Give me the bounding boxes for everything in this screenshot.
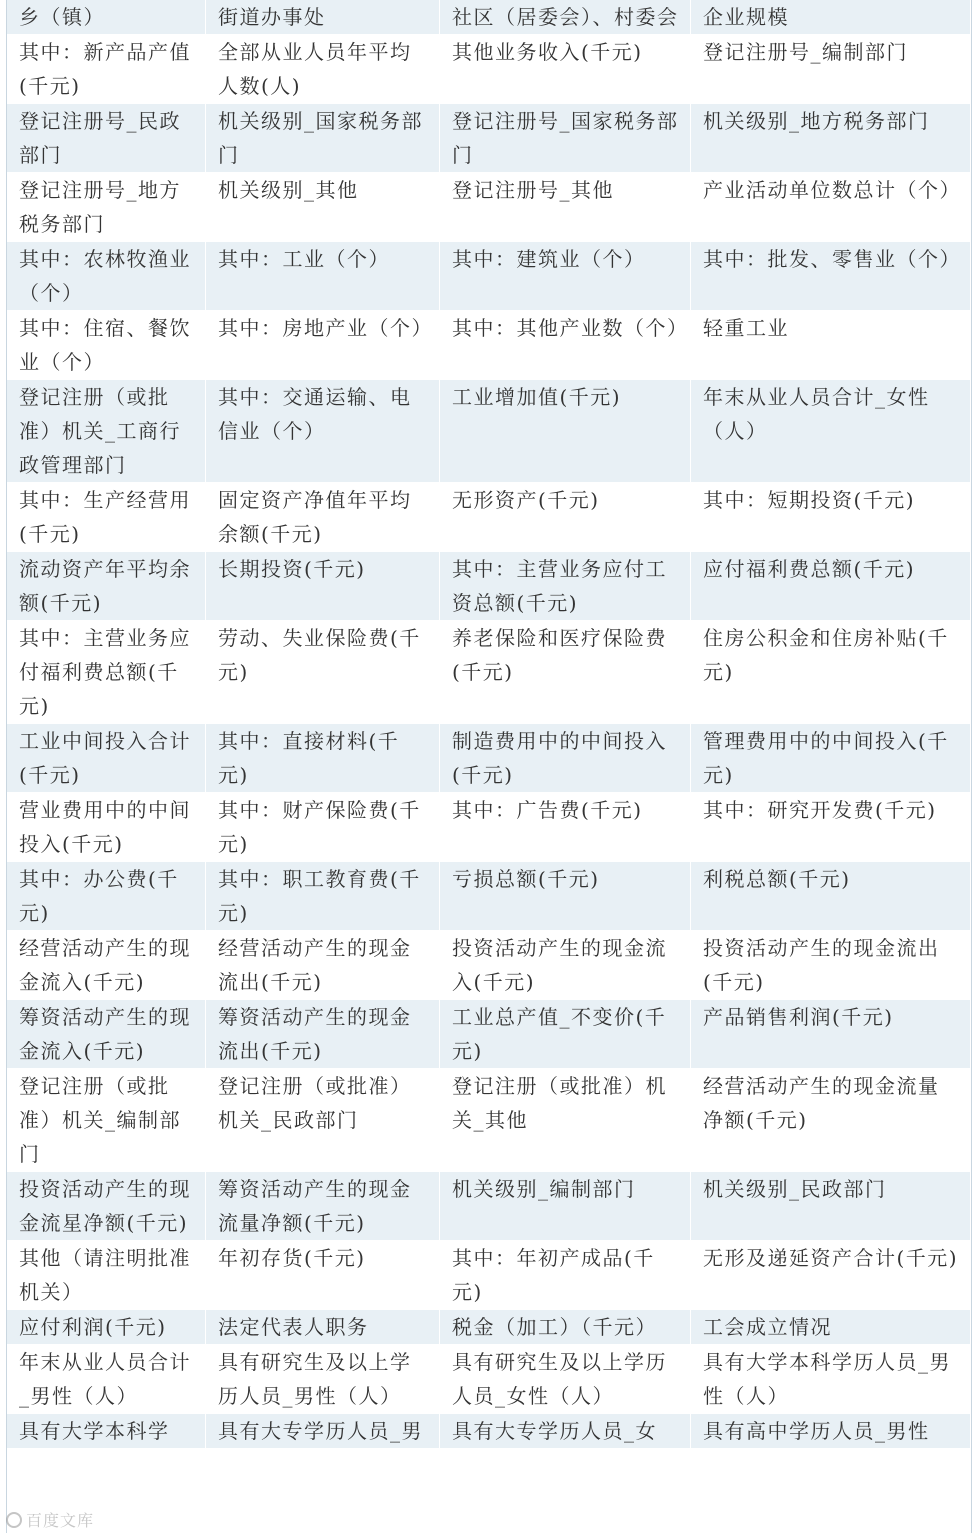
table-cell: 筹资活动产生的现金流入(千元) <box>7 1000 206 1069</box>
table-cell: 应付利润(千元) <box>7 1310 206 1345</box>
table-cell: 工业中间投入合计(千元) <box>7 724 206 793</box>
table-cell: 无形及递延资产合计(千元) <box>691 1241 971 1310</box>
table-cell: 其中：住宿、餐饮业（个） <box>7 311 206 380</box>
table-cell: 其中：工业（个） <box>206 242 440 311</box>
table-row <box>7 862 971 931</box>
table-cell: 长期投资(千元) <box>206 552 440 621</box>
table-cell: 其中：其他产业数（个） <box>440 311 691 380</box>
table-cell: 其中：主营业务应付福利费总额(千元) <box>7 621 206 724</box>
table-row <box>7 1345 971 1414</box>
table-cell: 其中：研究开发费(千元) <box>691 793 971 862</box>
table-cell: 筹资活动产生的现金流量净额(千元) <box>206 1172 440 1241</box>
table-cell: 具有大专学历人员_男 <box>206 1414 440 1449</box>
table-cell: 营业费用中的中间投入(千元) <box>7 793 206 862</box>
table-cell: 投资活动产生的现金流星净额(千元) <box>7 1172 206 1241</box>
table-cell: 具有研究生及以上学历人员_男性（人） <box>206 1345 440 1414</box>
table-cell: 筹资活动产生的现金流出(千元) <box>206 1000 440 1069</box>
table-cell: 工业增加值(千元) <box>440 380 691 483</box>
table-cell: 登记注册（或批准）机关_编制部门 <box>7 1069 206 1172</box>
watermark <box>6 1508 94 1531</box>
table-row <box>7 311 971 380</box>
table-row <box>7 793 971 862</box>
table-cell: 具有研究生及以上学历人员_女性（人） <box>440 1345 691 1414</box>
table-cell: 其中：新产品产值(千元) <box>7 35 206 104</box>
table-row <box>7 35 971 104</box>
watermark-logo-icon <box>6 1512 22 1528</box>
table-cell: 管理费用中的中间投入(千元) <box>691 724 971 793</box>
table-cell: 登记注册号_国家税务部门 <box>440 104 691 173</box>
table-cell: 工业总产值_不变价(千元) <box>440 1000 691 1069</box>
table-cell: 住房公积金和住房补贴(千元) <box>691 621 971 724</box>
table-cell: 其中：主营业务应付工资总额(千元) <box>440 552 691 621</box>
table-row <box>7 483 971 552</box>
table-cell: 固定资产净值年平均余额(千元) <box>206 483 440 552</box>
table-cell: 流动资产年平均余额(千元) <box>7 552 206 621</box>
table-cell: 其中：直接材料(千元) <box>206 724 440 793</box>
table-cell: 其中：职工教育费(千元) <box>206 862 440 931</box>
table-cell: 其中：短期投资(千元) <box>691 483 971 552</box>
table-cell: 登记注册（或批准）机关_工商行政管理部门 <box>7 380 206 483</box>
table-cell: 机关级别_国家税务部门 <box>206 104 440 173</box>
table-cell: 其中：财产保险费(千元) <box>206 793 440 862</box>
table-cell: 机关级别_民政部门 <box>691 1172 971 1241</box>
table-row <box>7 173 971 242</box>
table-cell: 具有大学本科学 <box>7 1414 206 1449</box>
table-cell: 机关级别_地方税务部门 <box>691 104 971 173</box>
table-row <box>7 552 971 621</box>
table-cell: 产品销售利润(千元) <box>691 1000 971 1069</box>
table-cell: 其他业务收入(千元) <box>440 35 691 104</box>
table-cell: 其中：批发、零售业（个） <box>691 242 971 311</box>
table-row <box>7 1172 971 1241</box>
table-cell: 具有大学本科学历人员_男性（人） <box>691 1345 971 1414</box>
table-cell: 其中：交通运输、电信业（个） <box>206 380 440 483</box>
table-cell: 年末从业人员合计_女性（人） <box>691 380 971 483</box>
table-cell: 登记注册号_编制部门 <box>691 35 971 104</box>
table-cell: 企业规模 <box>691 0 971 35</box>
table-cell: 年末从业人员合计_男性（人） <box>7 1345 206 1414</box>
table-cell: 养老保险和医疗保险费(千元) <box>440 621 691 724</box>
table-cell: 登记注册（或批准）机关_其他 <box>440 1069 691 1172</box>
table-row <box>7 380 971 483</box>
table-cell: 登记注册号_其他 <box>440 173 691 242</box>
table-cell: 经营活动产生的现金流入(千元) <box>7 931 206 1000</box>
table-cell: 其中：办公费(千元) <box>7 862 206 931</box>
table-cell: 具有大专学历人员_女 <box>440 1414 691 1449</box>
table-cell: 登记注册号_民政部门 <box>7 104 206 173</box>
table-cell: 制造费用中的中间投入(千元) <box>440 724 691 793</box>
table-cell: 其中：房地产业（个） <box>206 311 440 380</box>
table-cell: 登记注册号_地方税务部门 <box>7 173 206 242</box>
table-cell: 亏损总额(千元) <box>440 862 691 931</box>
table-cell: 其中：广告费(千元) <box>440 793 691 862</box>
table-cell: 产业活动单位数总计（个） <box>691 173 971 242</box>
table-cell: 法定代表人职务 <box>206 1310 440 1345</box>
table-cell: 工会成立情况 <box>691 1310 971 1345</box>
table-cell: 社区（居委会）、村委会 <box>440 0 691 35</box>
table-cell: 投资活动产生的现金流出(千元) <box>691 931 971 1000</box>
table-cell: 经营活动产生的现金流量净额(千元) <box>691 1069 971 1172</box>
table-cell: 登记注册（或批准）机关_民政部门 <box>206 1069 440 1172</box>
table-cell: 具有高中学历人员_男性 <box>691 1414 971 1449</box>
table-cell: 经营活动产生的现金流出(千元) <box>206 931 440 1000</box>
watermark-text: 百度文库 <box>26 1511 95 1530</box>
table-row <box>7 931 971 1000</box>
table-cell: 应付福利费总额(千元) <box>691 552 971 621</box>
table-cell: 年初存货(千元) <box>206 1241 440 1310</box>
table-cell: 无形资产(千元) <box>440 483 691 552</box>
table-row <box>7 104 971 173</box>
table-cell: 其中：生产经营用(千元) <box>7 483 206 552</box>
table-row <box>7 1241 971 1310</box>
table-cell: 机关级别_其他 <box>206 173 440 242</box>
table-cell: 街道办事处 <box>206 0 440 35</box>
table-cell: 其中：建筑业（个） <box>440 242 691 311</box>
table-cell: 税金（加工）（千元） <box>440 1310 691 1345</box>
table-cell: 其他（请注明批准机关） <box>7 1241 206 1310</box>
table-cell: 投资活动产生的现金流入(千元) <box>440 931 691 1000</box>
table-row <box>7 1000 971 1069</box>
table-row <box>7 0 971 35</box>
table-cell: 轻重工业 <box>691 311 971 380</box>
table-cell: 利税总额(千元) <box>691 862 971 931</box>
table-cell: 其中：农林牧渔业（个） <box>7 242 206 311</box>
field-table-body <box>7 0 971 1449</box>
table-row <box>7 242 971 311</box>
table-row <box>7 1069 971 1172</box>
table-cell: 机关级别_编制部门 <box>440 1172 691 1241</box>
field-table <box>7 0 971 1449</box>
table-row <box>7 621 971 724</box>
table-cell: 劳动、失业保险费(千元) <box>206 621 440 724</box>
table-cell: 乡（镇） <box>7 0 206 35</box>
table-row <box>7 1414 971 1449</box>
table-row <box>7 1310 971 1345</box>
table-cell: 全部从业人员年平均人数(人) <box>206 35 440 104</box>
table-row <box>7 724 971 793</box>
table-cell: 其中：年初产成品(千元) <box>440 1241 691 1310</box>
